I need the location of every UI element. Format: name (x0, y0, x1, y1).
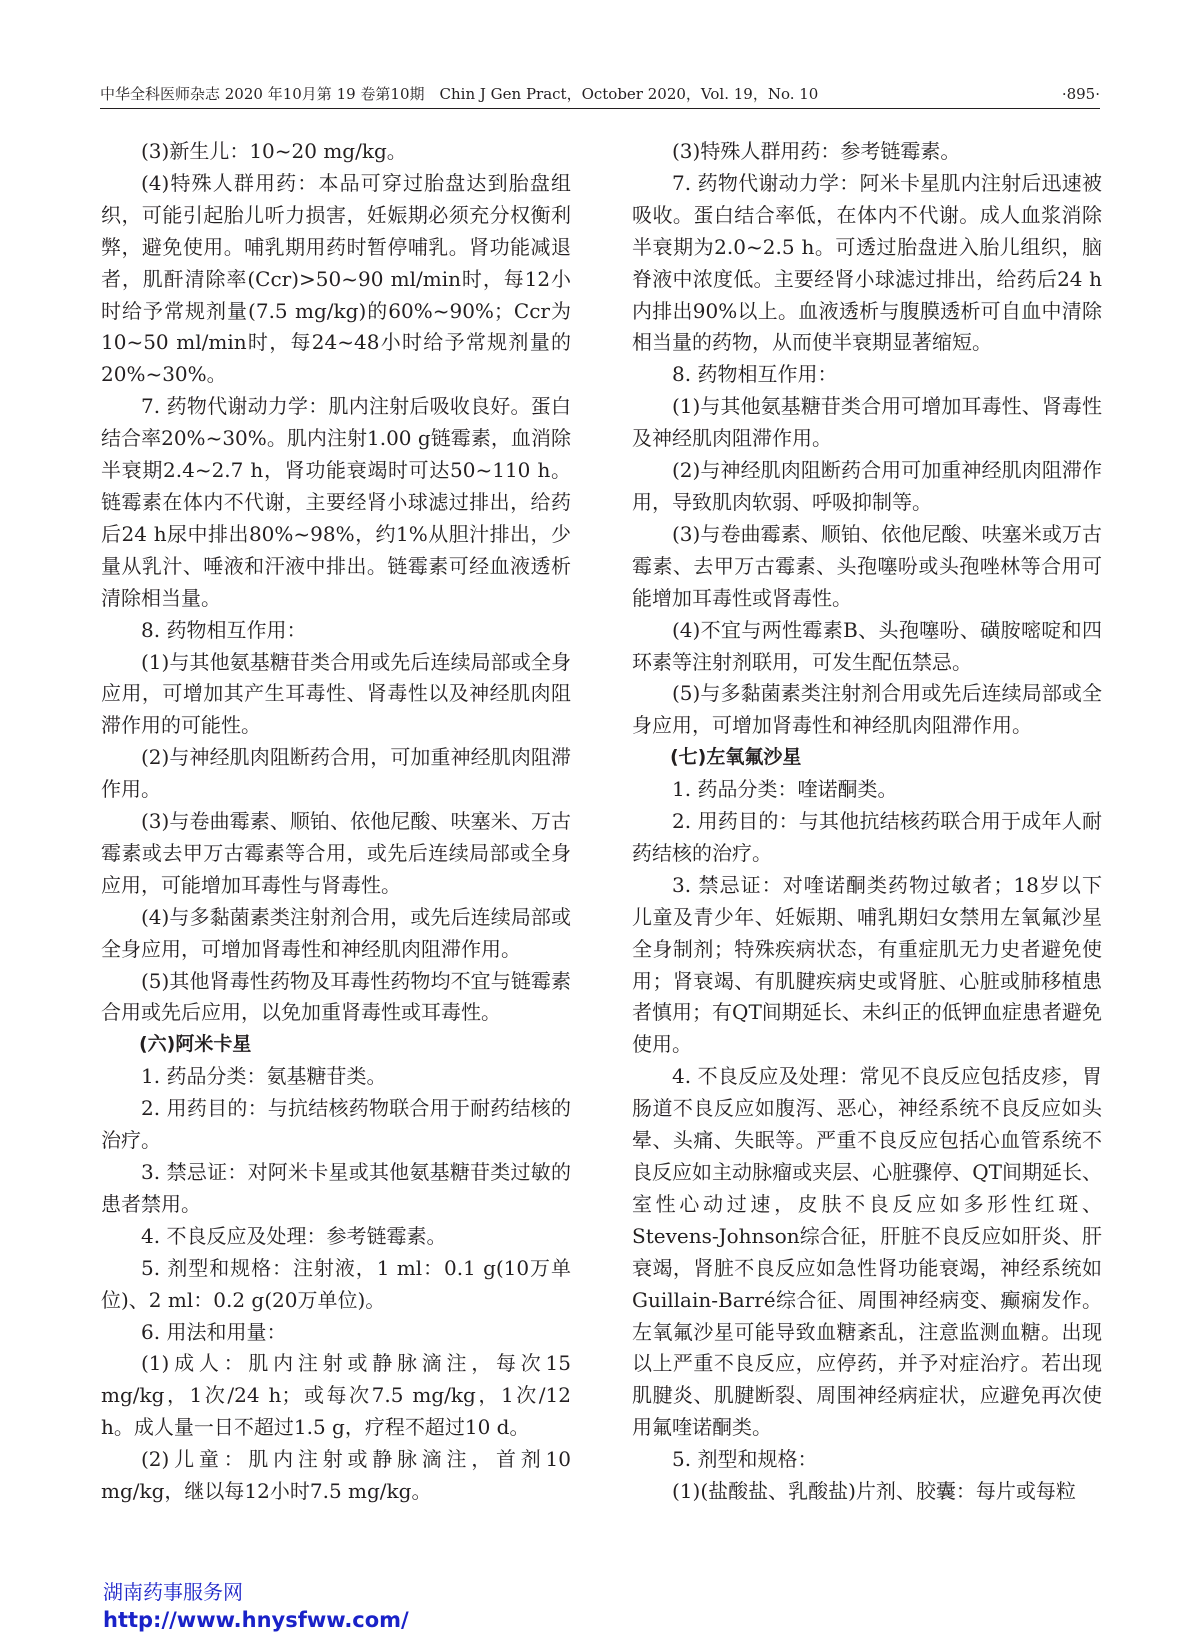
paragraph: (5)与多黏菌素类注射剂合用或先后连续局部或全身应用，可增加肾毒性和神经肌肉阻滞作用。 (632, 681, 1102, 738)
running-header (100, 82, 1100, 106)
paragraph: (3)特殊人群用药：参考链霉素。 (672, 139, 961, 163)
site-url-link[interactable]: http://www.hnysfww.com/ (103, 1608, 409, 1632)
paragraph: 5. 剂型和规格：注射液，1 ml：0.1 g(10万单位)、2 ml：0.2 g(20万单位)。 (101, 1255, 571, 1312)
right-column (632, 136, 1102, 1576)
section-heading: (六)阿米卡星 (139, 1033, 252, 1056)
paragraph: 5. 剂型和规格： (672, 1447, 818, 1472)
page-number: ·895· (1061, 85, 1100, 103)
paragraph: (2)与神经肌肉阻断药合用，可加重神经肌肉阻滞作用。 (101, 745, 571, 802)
paragraph: 1. 药品分类：喹诺酮类。 (672, 777, 898, 802)
header-divider (100, 108, 1100, 109)
paragraph: (2)与神经肌肉阻断药合用可加重神经肌肉阻滞作用，导致肌肉软弱、呼吸抑制等。 (632, 458, 1102, 514)
paragraph: 2. 用药目的：与抗结核药物联合用于耐药结核的治疗。 (101, 1096, 571, 1153)
paragraph: (4)不宜与两性霉素B、头孢噻吩、磺胺嘧啶和四环素等注射剂联用，可发生配伍禁忌。 (632, 617, 1102, 674)
left-column (101, 136, 571, 1576)
paragraph: 4. 不良反应及处理：常见不良反应包括皮疹，胃肠道不良反应如腹泻、恶心，神经系统不良反应如头晕、头痛、失眠等。严重不良反应包括心血管系统不良反应如主动脉瘤或夹层、心脏骤停、QT间期延长、室性心动过速，皮肤不良反应如多形性红斑、Stevens-Johnson综合征，肝脏不良反应如肝炎、肝衰竭，肾脏不良反应如急性肾功能衰竭，神经系统如Guillain-Barré综合征、周围神经病变、癫痫发作。左氧氟沙星可能导致血糖紊乱，注意监测血糖。出现以上严重不良反应，应停药，并予对症治疗。若出现肌腱炎、肌腱断裂、周围神经病症状，应避免再次使用氟喹诺酮类。 (632, 1064, 1102, 1440)
paragraph: 8. 药物相互作用： (672, 362, 838, 387)
watermark-footer (103, 1578, 703, 1634)
paragraph: 6. 用法和用量： (141, 1319, 287, 1344)
paragraph: (4)与多黏菌素类注射剂合用，或先后连续局部或全身应用，可增加肾毒性和神经肌肉阻滞作用。 (101, 904, 571, 961)
paragraph: 7. 药物代谢动力学：阿米卡星肌内注射后迅速被吸收。蛋白结合率低，在体内不代谢。成人血浆消除半衰期为2.0~2.5 h。可透过胎盘进入胎儿组织，脑脊液中浓度低。主要经肾小球滤过排出，给药后24 h内排出90%以上。血液透析与腹膜透析可自血中清除相当量的药物，从而使半衰期显著缩短。 (632, 170, 1102, 355)
paragraph: 2. 用药目的：与其他抗结核药联合用于成年人耐药结核的治疗。 (632, 809, 1102, 865)
paragraph: 4. 不良反应及处理：参考链霉素。 (141, 1223, 447, 1248)
paragraph: (3)新生儿：10~20 mg/kg。 (141, 139, 407, 163)
section-heading: (七)左氧氟沙星 (670, 746, 802, 769)
paragraph: (4)特殊人群用药：本品可穿过胎盘达到胎盘组织，可能引起胎儿听力损害，妊娠期必须充分权衡利弊，避免使用。哺乳期用药时暂停哺乳。肾功能减退者，肌酐清除率(Ccr)>50~90 ml/min时，每12小时给予常规剂量(7.5 mg/kg)的60%~90%；Ccr为10~50 ml/min时，每24~48小时给予常规剂量的20%~30%。 (101, 170, 571, 387)
paragraph: (3)与卷曲霉素、顺铂、依他尼酸、呋塞米或万古霉素、去甲万古霉素、头孢噻吩或头孢唑林等合用可能增加耳毒性或肾毒性。 (632, 521, 1102, 610)
paragraph: (1)与其他氨基糖苷类合用可增加耳毒性、肾毒性及神经肌肉阻滞作用。 (632, 394, 1102, 451)
paragraph: (3)与卷曲霉素、顺铂、依他尼酸、呋塞米、万古霉素或去甲万古霉素等合用，或先后连续局部或全身应用，可能增加耳毒性与肾毒性。 (101, 809, 571, 897)
paragraph: (1)成人：肌内注射或静脉滴注，每次15 mg/kg，1次/24 h；或每次7.5 mg/kg，1次/12 h。成人量一日不超过1.5 g，疗程不超过10 d。 (101, 1351, 571, 1440)
site-name: 湖南药事服务网 (103, 1580, 243, 1604)
paragraph: (1)与其他氨基糖苷类合用或先后连续局部或全身应用，可增加其产生耳毒性、肾毒性以及神经肌肉阻滞作用的可能性。 (101, 649, 571, 738)
paragraph: 3. 禁忌证：对阿米卡星或其他氨基糖苷类过敏的患者禁用。 (101, 1160, 571, 1216)
paragraph: (2)儿童：肌内注射或静脉滴注，首剂10 mg/kg，继以每12小时7.5 mg/kg。 (101, 1447, 571, 1504)
paragraph: 1. 药品分类：氨基糖苷类。 (141, 1064, 387, 1089)
paragraph: (5)其他肾毒性药物及耳毒性药物均不宜与链霉素合用或先后应用，以免加重肾毒性或耳毒性。 (101, 968, 571, 1025)
paragraph: 3. 禁忌证：对喹诺酮类药物过敏者；18岁以下儿童及青少年、妊娠期、哺乳期妇女禁用左氧氟沙星全身制剂；特殊疾病状态，有重症肌无力史者避免使用；肾衰竭、有肌腱疾病史或肾脏、心脏或肺移植患者慎用；有QT间期延长、未纠正的低钾血症患者避免使用。 (632, 872, 1102, 1057)
paragraph: 8. 药物相互作用： (141, 617, 307, 642)
paragraph: 7. 药物代谢动力学：肌内注射后吸收良好。蛋白结合率20%~30%。肌内注射1.00 g链霉素，血消除半衰期2.4~2.7 h，肾功能衰竭时可达50~110 h。链霉素在体内不代谢，主要经肾小球滤过排出，给药后24 h尿中排出80%~98%，约1%从胆汁排出，少量从乳汁、唾液和汗液中排出。链霉素可经血液透析清除相当量。 (101, 394, 571, 610)
journal-citation: 中华全科医师杂志 2020 年10月第 19 卷第10期 Chin J Gen Pract，October 2020，Vol. 19，No. 10 (100, 85, 819, 103)
paragraph: (1)(盐酸盐、乳酸盐)片剂、胶囊：每片或每粒 (672, 1479, 1076, 1504)
